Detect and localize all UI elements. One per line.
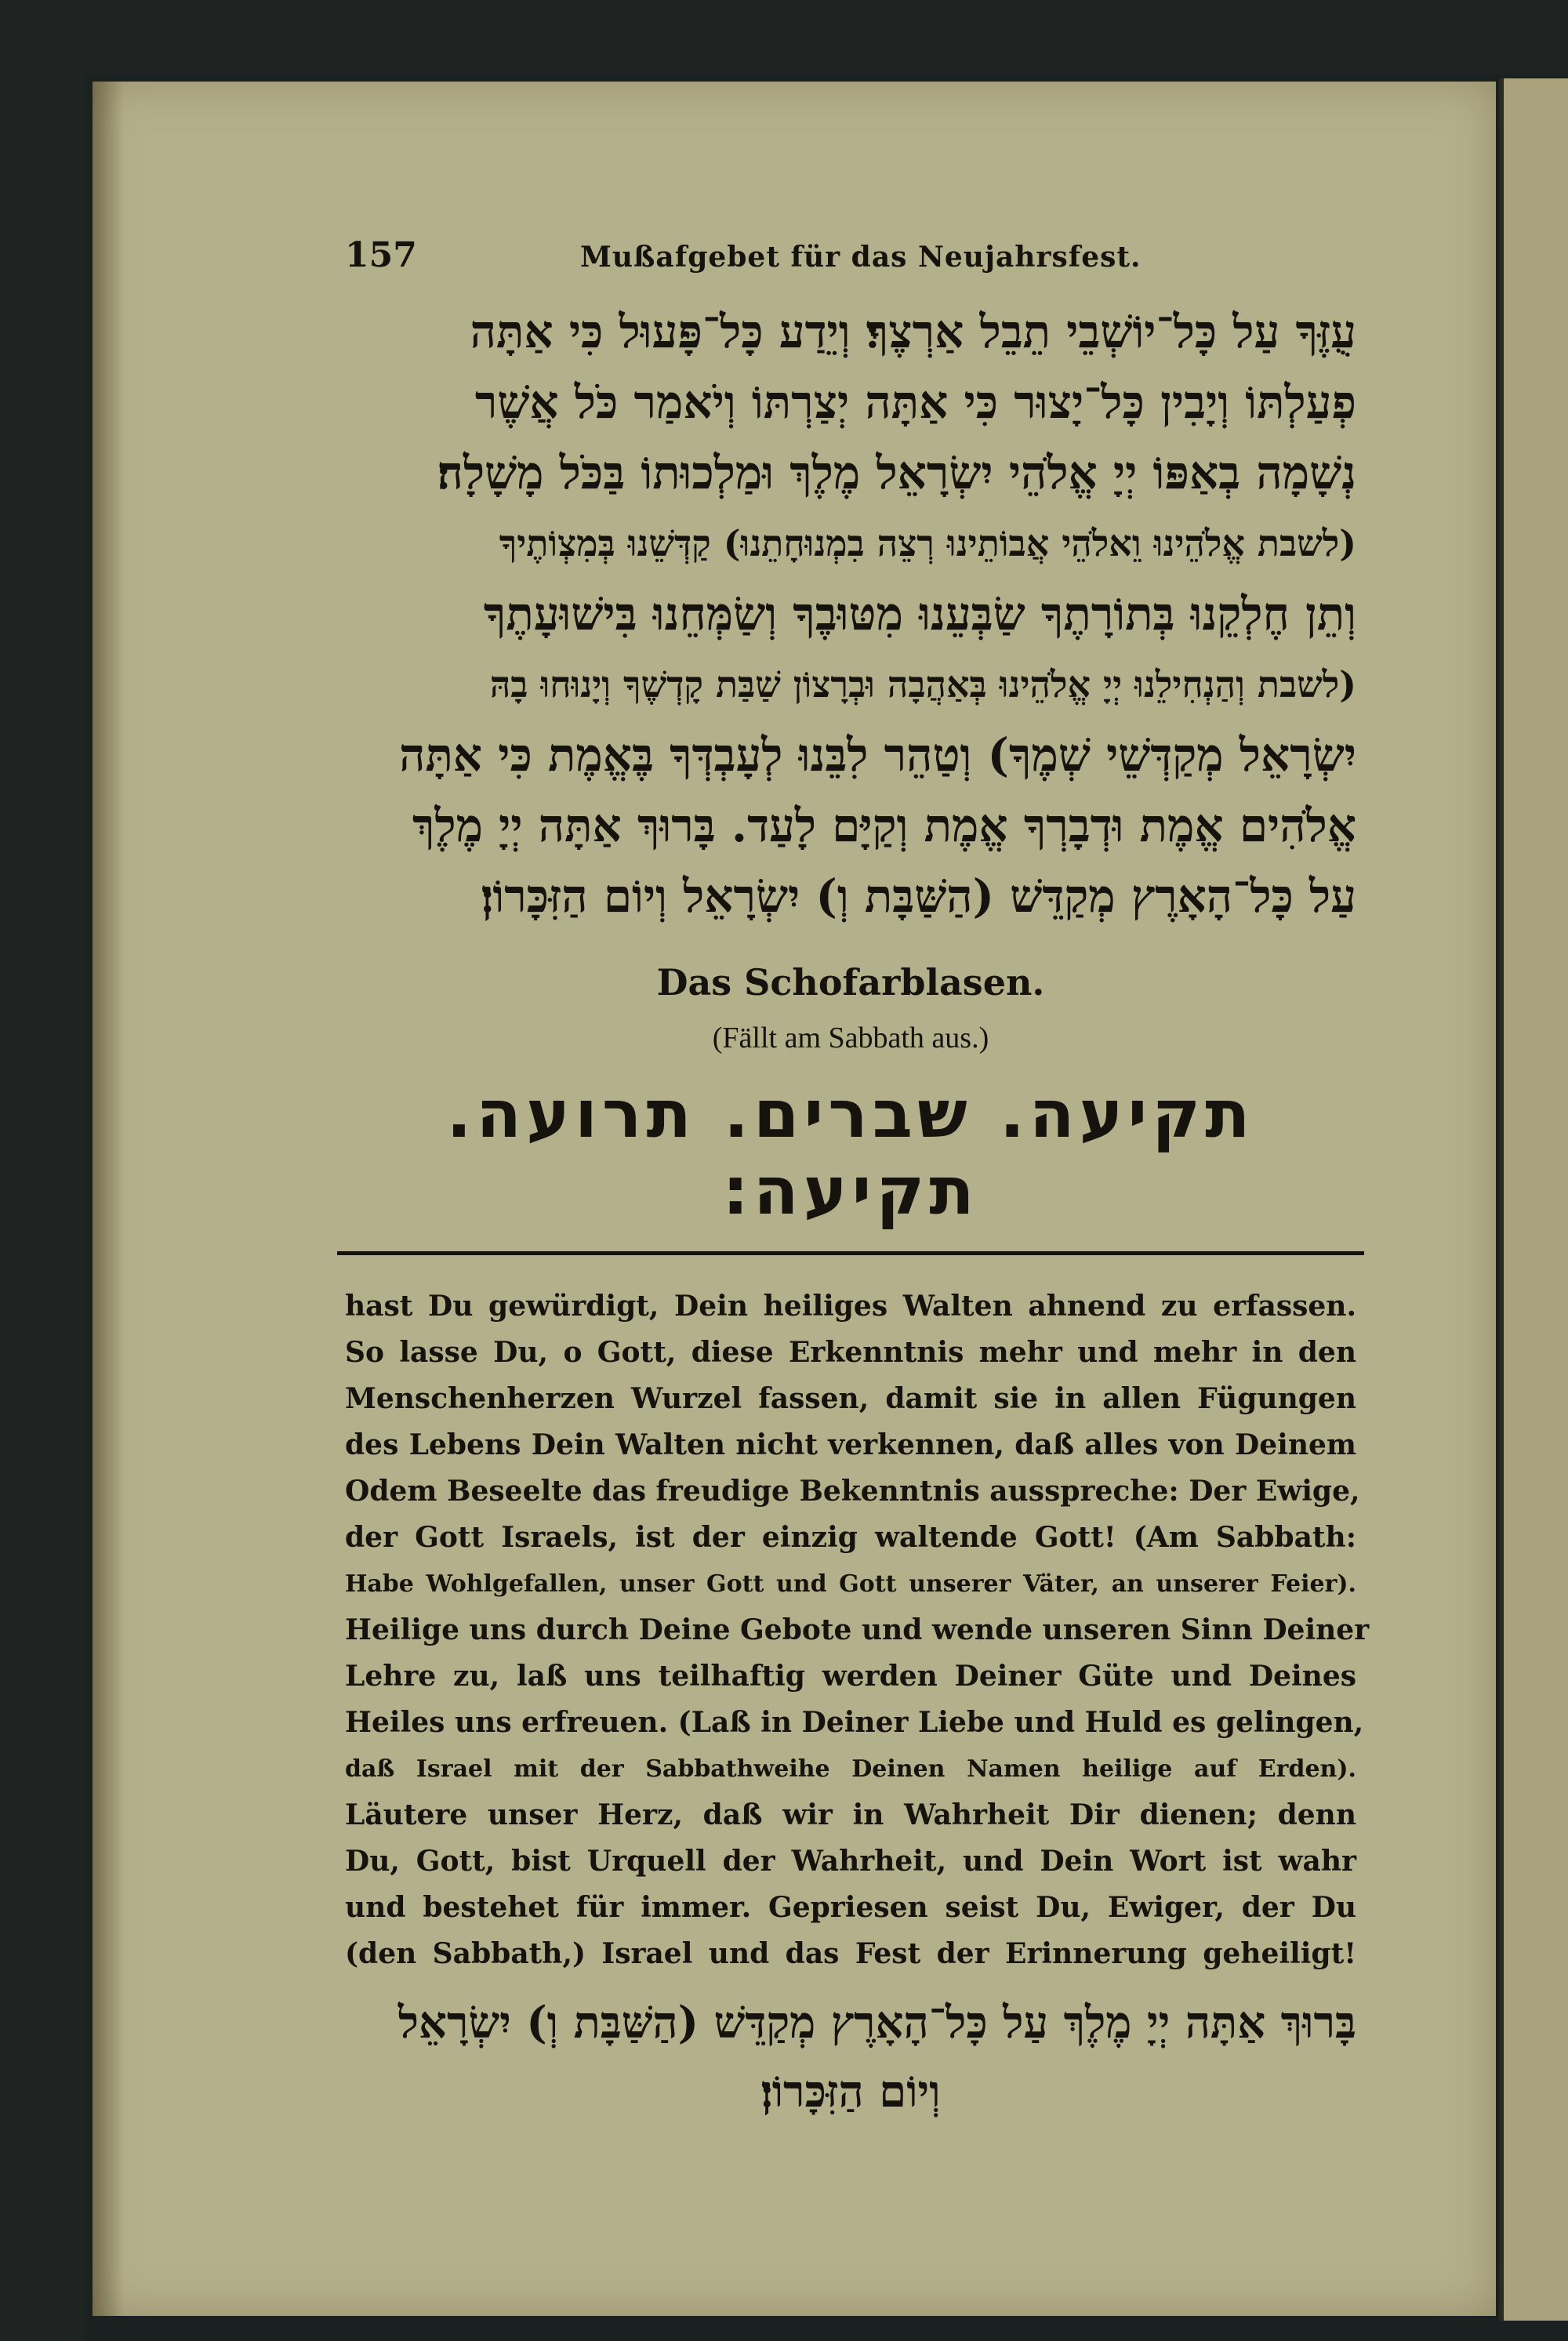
german-line: der Gott Israels, ist der einzig waltende Gott! (Am Sabbath:	[345, 1521, 1356, 1554]
german-line: Heilige uns durch Deine Gebote und wende unseren Sinn Deiner	[345, 1613, 1370, 1646]
hebrew-line: נְשָׁמָה בְאַפּוֹ יְיָ אֱלֹהֵי יִשְׂרָאֵל מֶלֶךְ וּמַלְכוּתוֹ בַּכֹּל מָשָׁלָה׃	[437, 446, 1356, 499]
hebrew-line: וְתֵן חֶלְקֵנוּ בְּתוֹרָתֶךָ שַׂבְּעֵנוּ מִטּוּבֶךָ וְשַׂמְּחֵנוּ בִּישׁוּעָתֶךָ	[483, 587, 1356, 641]
german-line: hast Du gewürdigt, Dein heiliges Walten ahnend zu erfassen.	[345, 1290, 1356, 1323]
adjacent-page-edge	[1499, 78, 1568, 2321]
hebrew-line: עֻזֶּךָ עַל כָּל־יוֹשְׁבֵי תֵבֵל אַרְצֶךָ׃ וְיֵדַע כָּל־פָּעוּל כִּי אַתָּה	[470, 305, 1356, 358]
german-line: Lehre zu, laß uns teilhaftig werden Deiner Güte und Deines	[345, 1660, 1356, 1693]
german-line: (den Sabbath,) Israel und das Fest der Erinnerung geheiligt!	[345, 1937, 1356, 1970]
hebrew-line: וְיוֹם הַזִּכָּרוֹן׃	[760, 2066, 941, 2118]
german-line: des Lebens Dein Walten nicht verkennen, daß alles von Deinem	[345, 1428, 1356, 1461]
german-line: daß Israel mit der Sabbathweihe Deinen Namen heilige auf Erden).	[345, 1755, 1356, 1783]
hebrew-line: בָּרוּךְ אַתָּה יְיָ מֶלֶךְ עַל כָּל־הָאָרֶץ מְקַדֵּשׁ (הַשַּׁבָּת וְ) יִשְׂרָאֵל	[397, 1997, 1356, 2049]
german-line: Habe Wohlgefallen, unser Gott und Gott unserer Väter, an unserer Feier).	[345, 1570, 1356, 1598]
german-translation	[345, 1283, 1370, 1977]
german-line: Odem Beseelte das freudige Bekenntnis ausspreche: Der Ewige,	[345, 1475, 1360, 1508]
horizontal-rule	[337, 1251, 1364, 1255]
german-line: Heiles uns erfreuen. (Laß in Deiner Liebe und Huld es gelingen,	[345, 1706, 1364, 1739]
hebrew-line: פְעַלְתּוֹ וְיָבִין כָּל־יָצוּר כִּי אַתָּה יְצַרְתּוֹ וְיֹאמַר כֹּל אֲשֶׁר	[474, 376, 1356, 429]
running-header	[345, 235, 1356, 282]
section-heading: Das Schofarblasen.	[656, 961, 1045, 1004]
closing-blessing	[345, 1988, 1356, 2126]
german-line: Menschenherzen Wurzel fassen, damit sie in allen Fügungen	[345, 1382, 1356, 1415]
page-number: 157	[345, 235, 417, 275]
page-content	[345, 235, 1370, 2126]
hebrew-line: (לשבת וְהַנְחִילֵנוּ יְיָ אֱלֹהֵינוּ בְּאַהֲבָה וּבְרָצוֹן שַׁבַּת קָדְשֶׁךָ וְיָנוּחוּ בָהּ	[489, 663, 1356, 706]
hebrew-line: (לשבת אֱלֹהֵינוּ וֵאלֹהֵי אֲבוֹתֵינוּ רְצֵה בִמְנוּחָתֵנוּ) קַדְּשֵׁנוּ בְּמִצְוֹתֶיךָ	[499, 522, 1356, 564]
german-line: So lasse Du, o Gott, diese Erkenntnis mehr und mehr in den	[345, 1336, 1356, 1369]
hebrew-line: אֱלֹהִים אֱמֶת וּדְבָרְךָ אֱמֶת וְקַיָּם לָעַד. בָּרוּךְ אַתָּה יְיָ מֶלֶךְ	[412, 799, 1356, 852]
section-note: (Fällt am Sabbath aus.)	[712, 1022, 989, 1054]
page-gutter-shadow	[93, 82, 124, 2316]
german-line: Läutere unser Herz, daß wir in Wahrheit Dir dienen; denn	[345, 1798, 1356, 1831]
hebrew-line: יִשְׂרָאֵל מְקַדְּשֵׁי שְׁמֶךָ) וְטַהֵר לִבֵּנוּ לְעָבְדְּךָ בֶּאֱמֶת כִּי אַתָּה	[399, 728, 1356, 782]
shofar-calls: תקיעה. שברים. תרועה. תקיעה:	[446, 1076, 1255, 1229]
hebrew-line: עַל כָּל־הָאָרֶץ מְקַדֵּשׁ (הַשַּׁבָּת וְ) יִשְׂרָאֵל וְיוֹם הַזִּכָּרוֹן׃	[481, 869, 1356, 923]
running-title: Mußafgebet für das Neujahrsfest.	[580, 241, 1142, 274]
german-line: Du, Gott, bist Urquell der Wahrheit, und Dein Wort ist wahr	[345, 1845, 1356, 1878]
german-line: und bestehet für immer. Gepriesen seist Du, Ewiger, der Du	[345, 1891, 1356, 1924]
hebrew-prayer-block	[345, 296, 1356, 931]
